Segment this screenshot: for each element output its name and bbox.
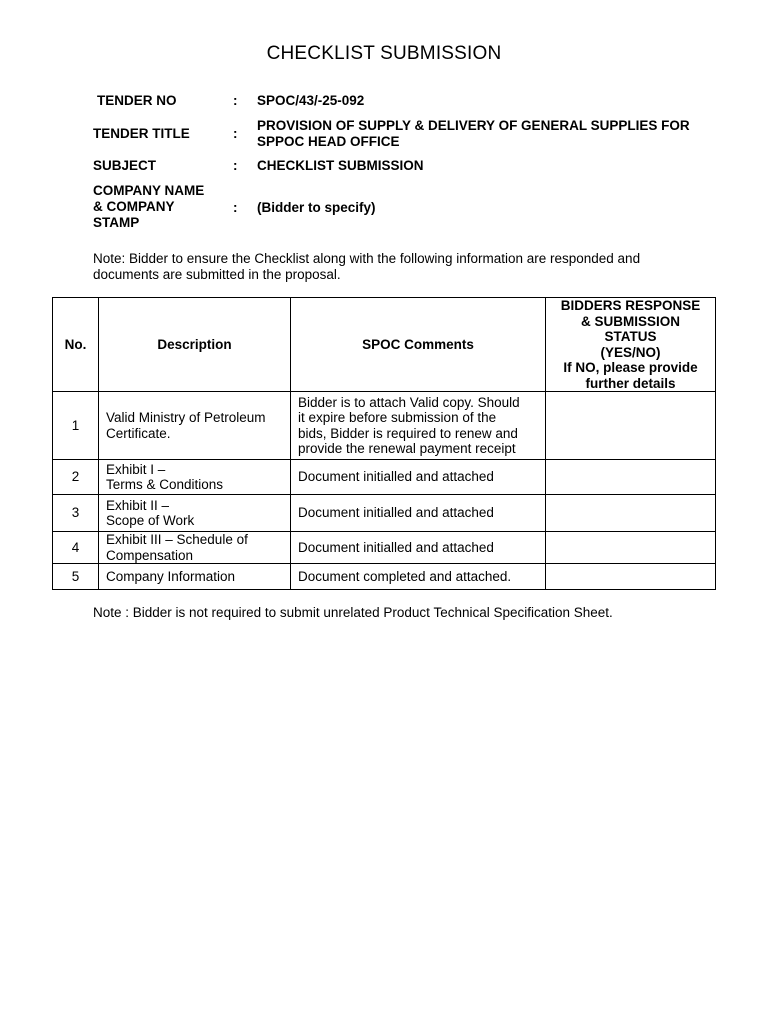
header-response-line: If NO, please provide	[563, 360, 698, 375]
row-response-cell[interactable]	[546, 495, 716, 532]
tender-title-row	[0, 118, 768, 150]
row-response-cell[interactable]	[546, 564, 716, 590]
company-row	[0, 183, 768, 231]
header-response-line: BIDDERS RESPONSE	[560, 298, 701, 313]
row-number: 5	[53, 564, 99, 590]
subject-colon: :	[233, 158, 238, 173]
row-description-line: Certificate.	[106, 425, 171, 441]
table-row	[53, 392, 716, 460]
header-response-line: & SUBMISSION	[580, 313, 680, 329]
row-spoc-comment	[291, 392, 546, 460]
row-response-cell[interactable]	[546, 532, 716, 564]
document-title: CHECKLIST SUBMISSION	[266, 43, 502, 64]
checklist-table	[52, 297, 716, 590]
row-description-line: Compensation	[106, 547, 194, 563]
row-comment-line: bids, Bidder is required to renew and	[298, 425, 518, 441]
tender-title-colon: :	[233, 126, 238, 141]
subject-row	[0, 158, 768, 174]
row-description	[99, 392, 291, 460]
company-label-line: & COMPANY	[93, 199, 175, 214]
company-label	[93, 183, 228, 231]
tender-no-colon: :	[233, 93, 238, 108]
tender-title-value	[257, 118, 727, 150]
tender-title-value-line: PROVISION OF SUPPLY & DELIVERY OF GENERAL SUPPLIES FOR	[257, 118, 690, 133]
header-no: No.	[53, 298, 99, 392]
table-row	[53, 564, 716, 590]
row-number: 3	[53, 495, 99, 532]
table-row	[53, 495, 716, 532]
row-number: 4	[53, 532, 99, 564]
row-number: 1	[53, 392, 99, 460]
header-description: Description	[99, 298, 291, 392]
row-spoc-comment: Document initialled and attached	[291, 460, 546, 495]
tender-no-label: TENDER NO	[97, 93, 177, 108]
header-response-line: (YES/NO)	[600, 344, 661, 360]
row-description	[99, 532, 291, 564]
row-description: Company Information	[99, 564, 291, 590]
subject-label: SUBJECT	[93, 158, 157, 173]
company-value: (Bidder to specify)	[257, 200, 376, 215]
row-description-line: Valid Ministry of Petroleum	[106, 410, 266, 425]
header-response-line: further details	[585, 375, 676, 391]
top-note-line: documents are submitted in the proposal.	[93, 267, 341, 282]
row-description	[99, 495, 291, 532]
header-response-line: STATUS	[604, 329, 657, 344]
row-description-line: Exhibit III – Schedule of	[106, 532, 248, 547]
row-comment-line: provide the renewal payment receipt	[298, 441, 516, 456]
tender-title-label: TENDER TITLE	[93, 126, 190, 141]
header-spoc-comments: SPOC Comments	[291, 298, 546, 392]
row-description-line: Scope of Work	[106, 513, 195, 528]
row-response-cell[interactable]	[546, 392, 716, 460]
table-row	[53, 532, 716, 564]
row-description-line: Exhibit I –	[106, 461, 166, 477]
row-response-cell[interactable]	[546, 460, 716, 495]
row-comment-line: it expire before submission of the	[298, 410, 497, 425]
row-comment-line: Bidder is to attach Valid copy. Should	[298, 394, 520, 410]
row-description	[99, 460, 291, 495]
tender-title-value-line: SPPOC HEAD OFFICE	[257, 134, 400, 149]
tender-no-value: SPOC/43/-25-092	[257, 93, 365, 108]
row-spoc-comment: Document completed and attached.	[291, 564, 546, 590]
row-description-line: Exhibit II –	[106, 497, 170, 513]
company-label-line: STAMP	[93, 215, 140, 230]
row-description-line: Terms & Conditions	[106, 477, 224, 492]
row-spoc-comment: Document initialled and attached	[291, 495, 546, 532]
top-note	[93, 251, 693, 283]
bottom-note: Note : Bidder is not required to submit unrelated Product Technical Specification Sheet.	[93, 605, 613, 620]
row-spoc-comment: Document initialled and attached	[291, 532, 546, 564]
table-row	[53, 460, 716, 495]
company-label-line: COMPANY NAME	[93, 183, 205, 198]
header-bidders-response	[546, 298, 716, 392]
company-colon: :	[233, 200, 238, 215]
table-header-row	[53, 298, 716, 392]
subject-value: CHECKLIST SUBMISSION	[257, 158, 424, 173]
top-note-line: Note: Bidder to ensure the Checklist along with the following information are responded and	[93, 251, 641, 266]
tender-no-row	[0, 93, 768, 109]
row-number: 2	[53, 460, 99, 495]
